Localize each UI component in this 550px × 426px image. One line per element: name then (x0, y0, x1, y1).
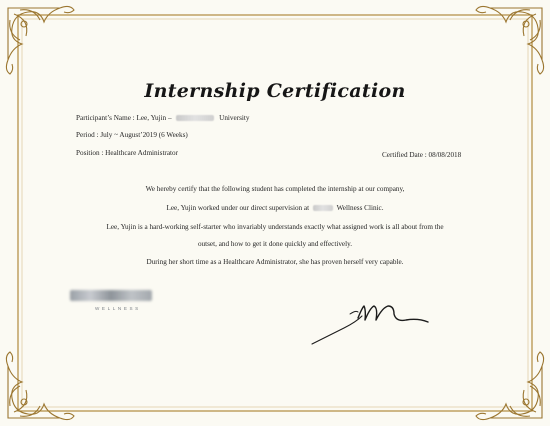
logo-wellness-text: WELLNESS (95, 306, 141, 311)
certified-date: Certified Date : 08/08/2018 (382, 151, 462, 159)
clinic-logo (68, 290, 158, 316)
certificate-title: Internship Certification (144, 80, 406, 102)
body-line-1: We hereby certify that the following student has completed the internship at our company, (145, 185, 405, 193)
participant-university: University (219, 114, 250, 122)
body-line-2 (0, 204, 550, 212)
redacted-university-name (176, 115, 214, 121)
position-line: Position : Healthcare Administrator (76, 149, 179, 157)
body-line-5: During her short time as a Healthcare Administrator, she has proven herself very capable. (146, 258, 404, 266)
participant-label: Participant’s Name : Lee, Yujin – (76, 114, 172, 122)
body-line-3: Lee, Yujin is a hard-working self-starter who invariably understands exactly what assigned work is all about from the (106, 223, 444, 231)
redacted-clinic-name (313, 205, 333, 211)
body-line-2-prefix: Lee, Yujin worked under our direct supervision at (166, 204, 310, 212)
period-line: Period : July ~ August’2019 (6 Weeks) (76, 131, 188, 139)
redacted-logo-mark (70, 290, 152, 301)
participant-name-line (76, 114, 249, 122)
signature (310, 296, 445, 346)
body-line-4: outset, and how to get it done quickly and effectively. (197, 240, 353, 248)
body-line-2-suffix: Wellness Clinic. (336, 204, 384, 212)
